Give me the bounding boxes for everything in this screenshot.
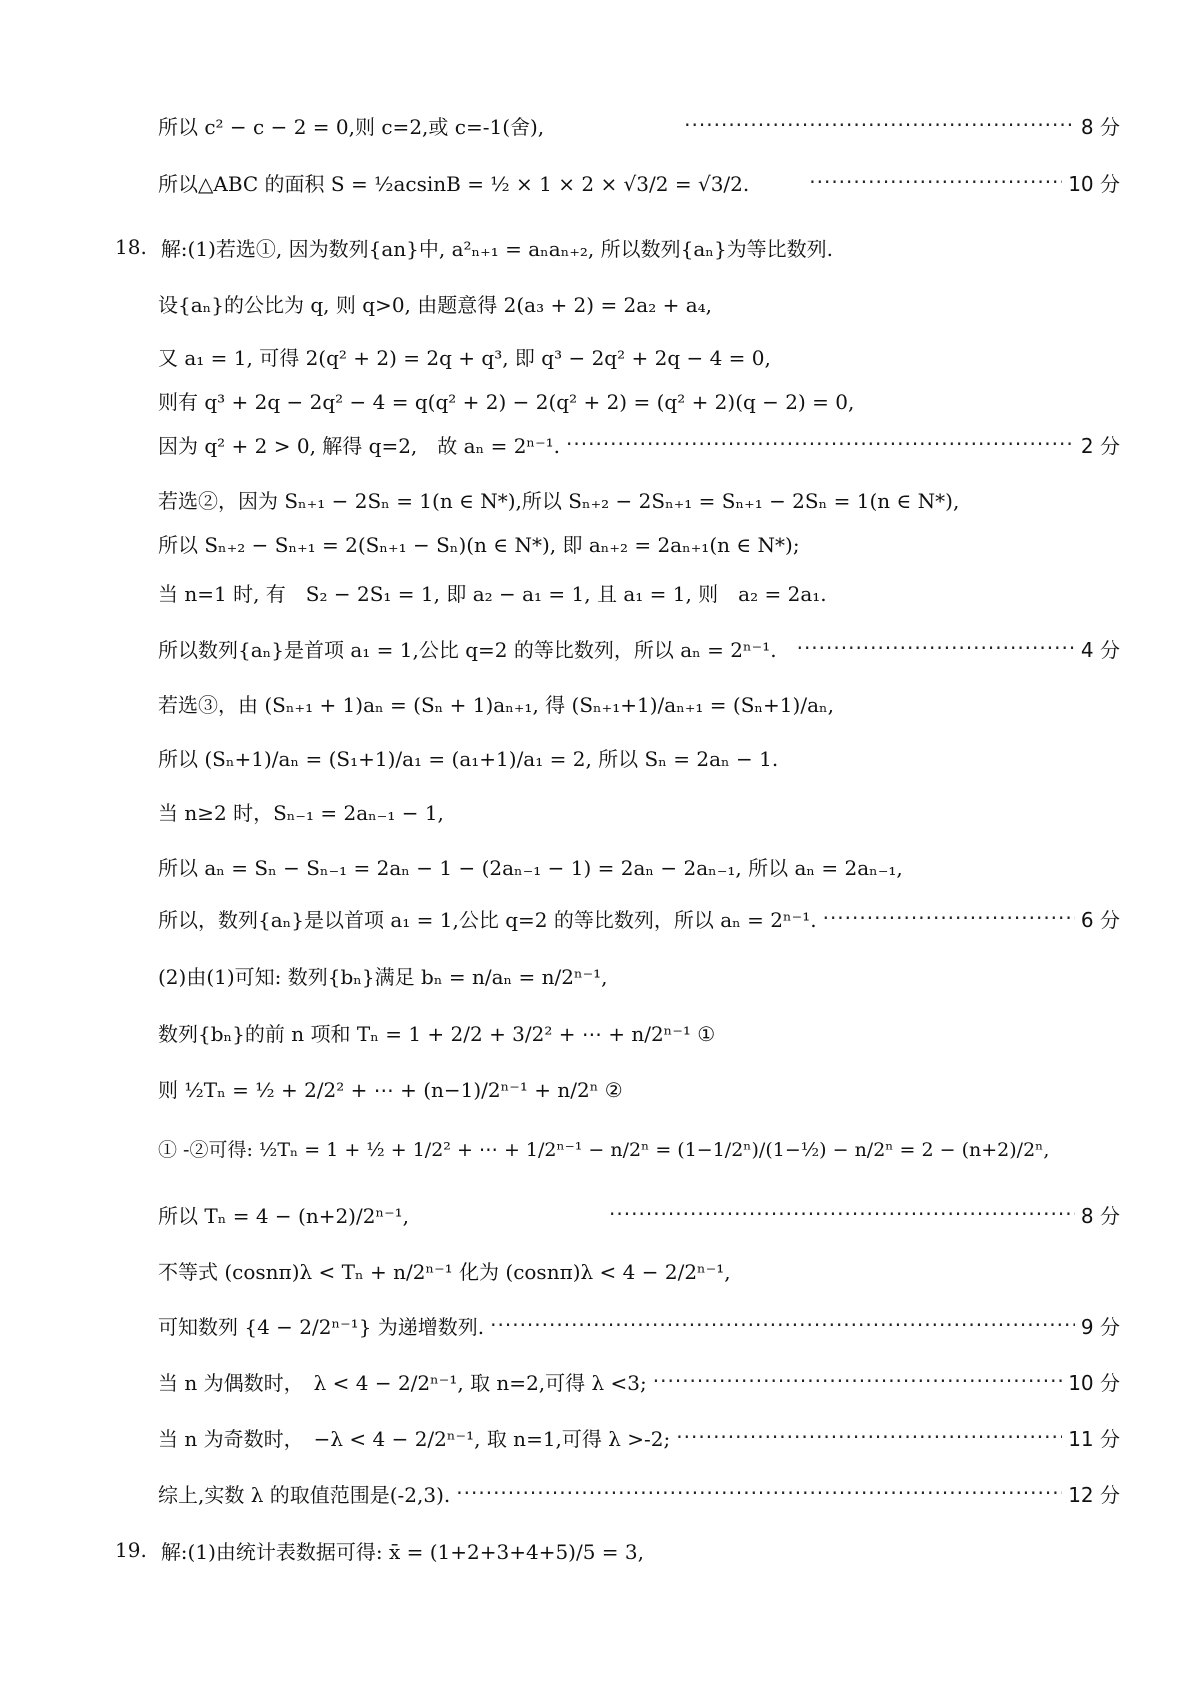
line-text: 当 n=1 时, 有 S₂ − 2S₁ = 1, 即 a₂ − a₁ = 1, 且 a₁ = 1, 则 a₂ = 2a₁. (158, 581, 827, 606)
line-3 (115, 227, 1120, 267)
line-19 (158, 1068, 1120, 1108)
line-text: 当 n 为偶数时， λ < 4 − 2/2ⁿ⁻¹, 取 n=2,可得 λ <3; (158, 1370, 647, 1395)
line-score: 8 分 (1080, 1203, 1120, 1228)
line-text: 不等式 (cosnπ)λ < Tₙ + n/2ⁿ⁻¹ 化为 (cosnπ)λ < 4 − 2/2ⁿ⁻¹, (158, 1259, 731, 1284)
line-9 (158, 523, 1120, 563)
line-23 (158, 1305, 1120, 1345)
line-score: 2 分 (1080, 433, 1120, 458)
line-10 (158, 572, 1120, 612)
line-17 (158, 955, 1120, 995)
question-number: 18. (115, 235, 147, 259)
line-20 (158, 1128, 1120, 1168)
line-text: 所以 Tₙ = 4 − (n+2)/2ⁿ⁻¹, (158, 1203, 410, 1228)
line-16 (158, 898, 1120, 938)
line-score: 6 分 (1080, 907, 1120, 932)
line-text: 当 n≥2 时，Sₙ₋₁ = 2aₙ₋₁ − 1, (158, 800, 444, 825)
line-7 (158, 424, 1120, 464)
line-text: ① -②可得: ½Tₙ = 1 + ½ + 1/2² + ⋯ + 1/2ⁿ⁻¹ − n/2ⁿ = (1−1/2ⁿ)/(1−½) − n/2ⁿ = 2 − (n+2)/2ⁿ, (158, 1138, 1050, 1161)
line-text: 又 a₁ = 1, 可得 2(q² + 2) = 2q + q³, 即 q³ − 2q² + 2q − 4 = 0, (158, 345, 771, 370)
line-14 (158, 791, 1120, 831)
line-text: 则 ½Tₙ = ½ + 2/2² + ⋯ + (n−1)/2ⁿ⁻¹ + n/2ⁿ ② (158, 1077, 623, 1102)
line-8 (158, 479, 1120, 519)
line-text: 所以数列{aₙ}是首项 a₁ = 1,公比 q=2 的等比数列，所以 aₙ = 2ⁿ⁻¹. (158, 637, 777, 662)
line-26 (158, 1473, 1120, 1513)
line-score: 9 分 (1080, 1314, 1120, 1339)
line-12 (158, 683, 1120, 723)
line-27 (115, 1530, 1120, 1570)
line-score: 12 分 (1068, 1482, 1120, 1507)
line-11 (158, 628, 1120, 668)
line-22 (158, 1250, 1120, 1290)
line-13 (158, 737, 1120, 777)
line-score: 10 分 (1068, 171, 1120, 196)
line-score: 8 分 (1080, 114, 1120, 139)
line-text: 设{aₙ}的公比为 q, 则 q>0, 由题意得 2(a₃ + 2) = 2a₂ + a₄, (158, 292, 712, 317)
line-text: 解:(1)若选①, 因为数列{an}中, a²ₙ₊₁ = aₙaₙ₊₂, 所以数列{aₙ}为等比数列. (160, 236, 834, 261)
line-score: 11 分 (1068, 1426, 1120, 1451)
line-text: 解:(1)由统计表数据可得: x̄ = (1+2+3+4+5)/5 = 3, (160, 1539, 645, 1564)
line-text: 所以，数列{aₙ}是以首项 a₁ = 1,公比 q=2 的等比数列，所以 aₙ = 2ⁿ⁻¹. (158, 907, 817, 932)
line-text: 若选③，由 (Sₙ₊₁ + 1)aₙ = (Sₙ + 1)aₙ₊₁, 得 (Sₙ₊₁+1)/aₙ₊₁ = (Sₙ+1)/aₙ, (158, 692, 835, 717)
line-score: 4 分 (1080, 637, 1120, 662)
line-21 (158, 1194, 1120, 1234)
line-15 (158, 846, 1120, 886)
line-5 (158, 336, 1120, 376)
line-text: 当 n 为奇数时， −λ < 4 − 2/2ⁿ⁻¹, 取 n=1,可得 λ >-2; (158, 1426, 671, 1451)
line-text: 可知数列 {4 − 2/2ⁿ⁻¹} 为递增数列. (158, 1314, 485, 1339)
line-text: (2)由(1)可知: 数列{bₙ}满足 bₙ = n/aₙ = n/2ⁿ⁻¹, (158, 964, 608, 989)
line-text: 所以 (Sₙ+1)/aₙ = (S₁+1)/a₁ = (a₁+1)/a₁ = 2, 所以 Sₙ = 2aₙ − 1. (158, 746, 779, 771)
line-text: 综上,实数 λ 的取值范围是(-2,3). (158, 1482, 451, 1507)
line-text: 所以△ABC 的面积 S = ½acsinB = ½ × 1 × 2 × √3/2 = √3/2. (158, 171, 750, 196)
line-text: 所以 Sₙ₊₂ − Sₙ₊₁ = 2(Sₙ₊₁ − Sₙ)(n ∈ N*), 即 aₙ₊₂ = 2aₙ₊₁(n ∈ N*); (158, 532, 800, 557)
line-18 (158, 1012, 1120, 1052)
line-score: 10 分 (1068, 1370, 1120, 1395)
line-text: 所以 aₙ = Sₙ − Sₙ₋₁ = 2aₙ − 1 − (2aₙ₋₁ − 1) = 2aₙ − 2aₙ₋₁, 所以 aₙ = 2aₙ₋₁, (158, 855, 903, 880)
line-25 (158, 1417, 1120, 1457)
line-1 (158, 105, 1120, 145)
line-text: 所以 c² − c − 2 = 0,则 c=2,或 c=-1(舍), (158, 114, 545, 139)
line-text: 若选②，因为 Sₙ₊₁ − 2Sₙ = 1(n ∈ N*),所以 Sₙ₊₂ − 2Sₙ₊₁ = Sₙ₊₁ − 2Sₙ = 1(n ∈ N*), (158, 488, 960, 513)
line-4 (158, 283, 1120, 323)
line-text: 数列{bₙ}的前 n 项和 Tₙ = 1 + 2/2 + 3/2² + ⋯ + n/2ⁿ⁻¹ ① (158, 1021, 716, 1046)
line-text: 因为 q² + 2 > 0, 解得 q=2, 故 aₙ = 2ⁿ⁻¹. (158, 433, 561, 458)
line-24 (158, 1361, 1120, 1401)
line-2 (158, 162, 1120, 202)
question-number: 19. (115, 1538, 147, 1562)
line-text: 则有 q³ + 2q − 2q² − 4 = q(q² + 2) − 2(q² + 2) = (q² + 2)(q − 2) = 0, (158, 389, 855, 414)
line-6 (158, 380, 1120, 420)
